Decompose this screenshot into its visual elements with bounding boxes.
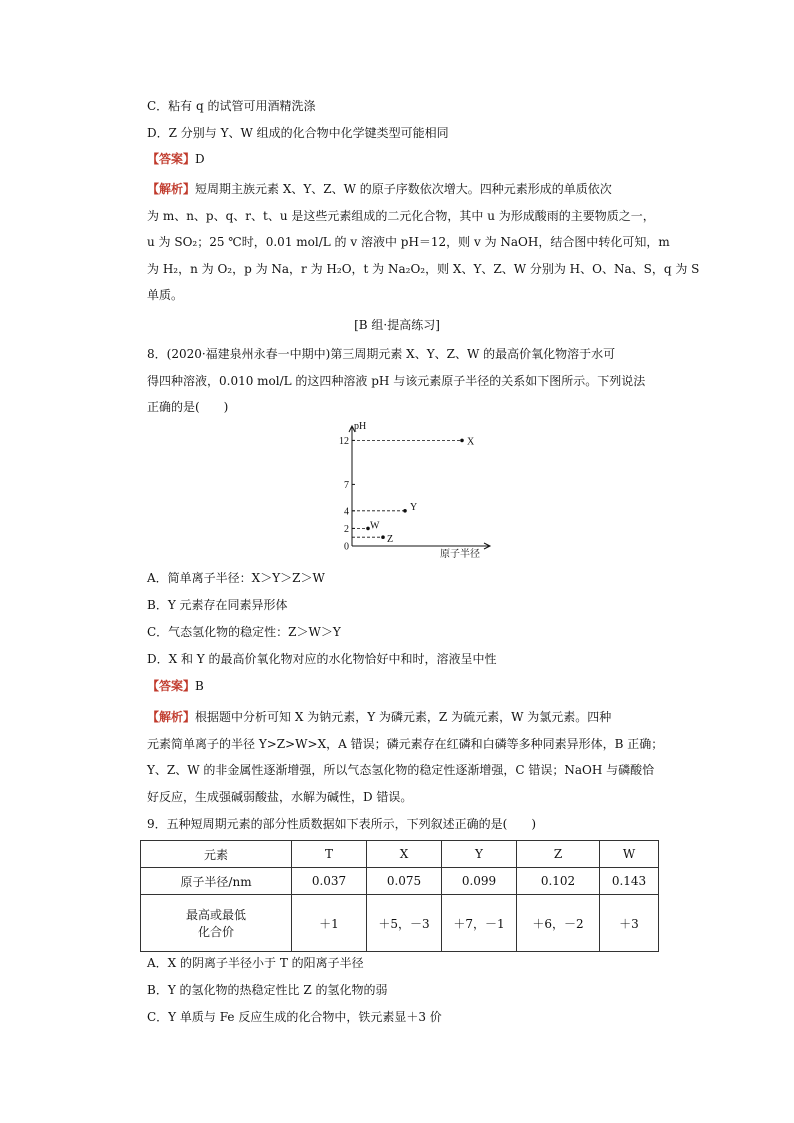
q8-option-c: C．气态氢化物的稳定性：Z＞W＞Y [147,625,341,639]
analysis-line: 单质。 [147,288,184,302]
answer-value: B [195,679,204,693]
q9-stem: 9．五种短周期元素的部分性质数据如下表所示，下列叙述正确的是( ) [147,817,537,831]
table-header-cell: T [292,841,367,868]
table-cell [141,895,292,952]
table-cell: ＋6，－2 [517,895,600,952]
point-z [381,535,385,539]
q8-analysis [147,704,664,810]
analysis-line: Y、Z、W 的非金属性逐渐增强，所以气态氢化物的稳定性逐渐增强，C 错误；NaOH 与磷酸恰 [147,763,655,777]
table-header-cell: 元素 [141,841,292,868]
q7-analysis [147,176,700,309]
q8-option-b: B．Y 元素存在同素异形体 [147,598,288,612]
y-tick-label: 7 [344,479,349,491]
table-cell: ＋3 [600,895,659,952]
q8-stem [147,341,657,421]
table-cell: ＋5，－3 [367,895,442,952]
q8-answer [147,676,204,696]
point-label-y: Y [410,501,418,513]
table-row [141,895,659,952]
q8-option-a: A．简单离子半径：X＞Y＞Z＞W [147,571,325,585]
analysis-text: 根据题中分析可知 X 为钠元素，Y 为磷元素，Z 为硫元素，W 为氯元素。四种 [195,710,612,724]
analysis-line: 元素简单离子的半径 Y>Z>W>X，A 错误；磷元素存在红磷和白磷等多种同素异形体，B 正确； [147,736,664,751]
point-label-x: X [467,436,475,448]
analysis-tag: 【解析】 [147,710,196,724]
table-cell: ＋1 [292,895,367,952]
table-row [141,868,659,895]
table-cell: 0.102 [517,868,600,895]
analysis-line: u 为 SO₂；25 ℃时，0.01 mol/L 的 v 溶液中 pH＝12，则 v 为 NaOH，结合图中转化可知，m [147,235,670,249]
analysis-line: 为 H₂，n 为 O₂，p 为 Na，r 为 H₂O，t 为 Na₂O₂，则 X、Y、Z、W 分别为 H、O、Na、S，q 为 S [147,261,700,276]
table-cell: 0.099 [442,868,517,895]
valence-label-line: 最高或最低 [185,908,246,922]
analysis-line: 为 m、n、p、q、r、t、u 是这些元素组成的二元化合物，其中 u 为形成酸雨的主要物质之一， [147,208,655,223]
element-property-table [140,840,659,952]
q7-option-c: C．粘有 q 的试管可用酒精洗涤 [147,99,316,113]
section-title: [B 组·提高练习] [354,318,440,332]
analysis-line [147,704,657,731]
y-tick-label: 12 [339,435,349,447]
table-cell: 0.075 [367,868,442,895]
y-axis-label: pH [354,421,367,432]
stem-line: 8．(2020·福建泉州永春一中期中)第三周期元素 X、Y、Z、W 的最高价氧化物溶于水可 [147,347,616,361]
table-header-cell: X [367,841,442,868]
analysis-tag: 【解析】 [147,182,196,196]
point-label-w: W [370,520,380,532]
answer-tag: 【答案】 [147,679,196,693]
y-tick-label: 4 [344,506,349,518]
table-cell: 原子半径/nm [141,868,292,895]
point-x [460,439,464,443]
stem-line: 正确的是( ) [147,400,229,414]
analysis-line: 好反应，生成强碱弱酸盐，水解为碱性，D 错误。 [147,789,413,804]
x-axis-label: 原子半径 [440,549,480,560]
table-header-cell: Y [442,841,517,868]
ph-radius-chart [330,418,500,563]
point-y [403,509,407,513]
valence-label-line: 化合价 [197,925,234,939]
table-header-cell: W [600,841,659,868]
table-cell: 0.037 [292,868,367,895]
analysis-line [147,176,657,203]
stem-line: 得四种溶液，0.010 mol/L 的这四种溶液 pH 与该元素原子半径的关系如下图所示。下列说法 [147,373,646,388]
q9-option-b: B．Y 的氢化物的热稳定性比 Z 的氢化物的弱 [147,983,388,997]
q7-option-d: D．Z 分别与 Y、W 组成的化合物中化学键类型可能相同 [147,126,449,140]
q9-option-a: A．X 的阴离子半径小于 T 的阳离子半径 [147,956,364,970]
q7-answer [147,149,205,169]
q9-option-c: C．Y 单质与 Fe 反应生成的化合物中，铁元素显＋3 价 [147,1010,442,1024]
y-tick-label: 0 [344,541,349,553]
answer-tag: 【答案】 [147,152,196,166]
point-label-z: Z [387,534,394,546]
table-cell: ＋7，－1 [442,895,517,952]
analysis-text: 短周期主族元素 X、Y、Z、W 的原子序数依次增大。四种元素形成的单质依次 [195,182,612,196]
q8-option-d: D．X 和 Y 的最高价氧化物对应的水化物恰好中和时，溶液呈中性 [147,652,497,666]
table-header-cell: Z [517,841,600,868]
table-header-row [141,841,659,868]
answer-value: D [195,152,205,166]
y-tick-label: 2 [344,523,349,535]
table-cell: 0.143 [600,868,659,895]
